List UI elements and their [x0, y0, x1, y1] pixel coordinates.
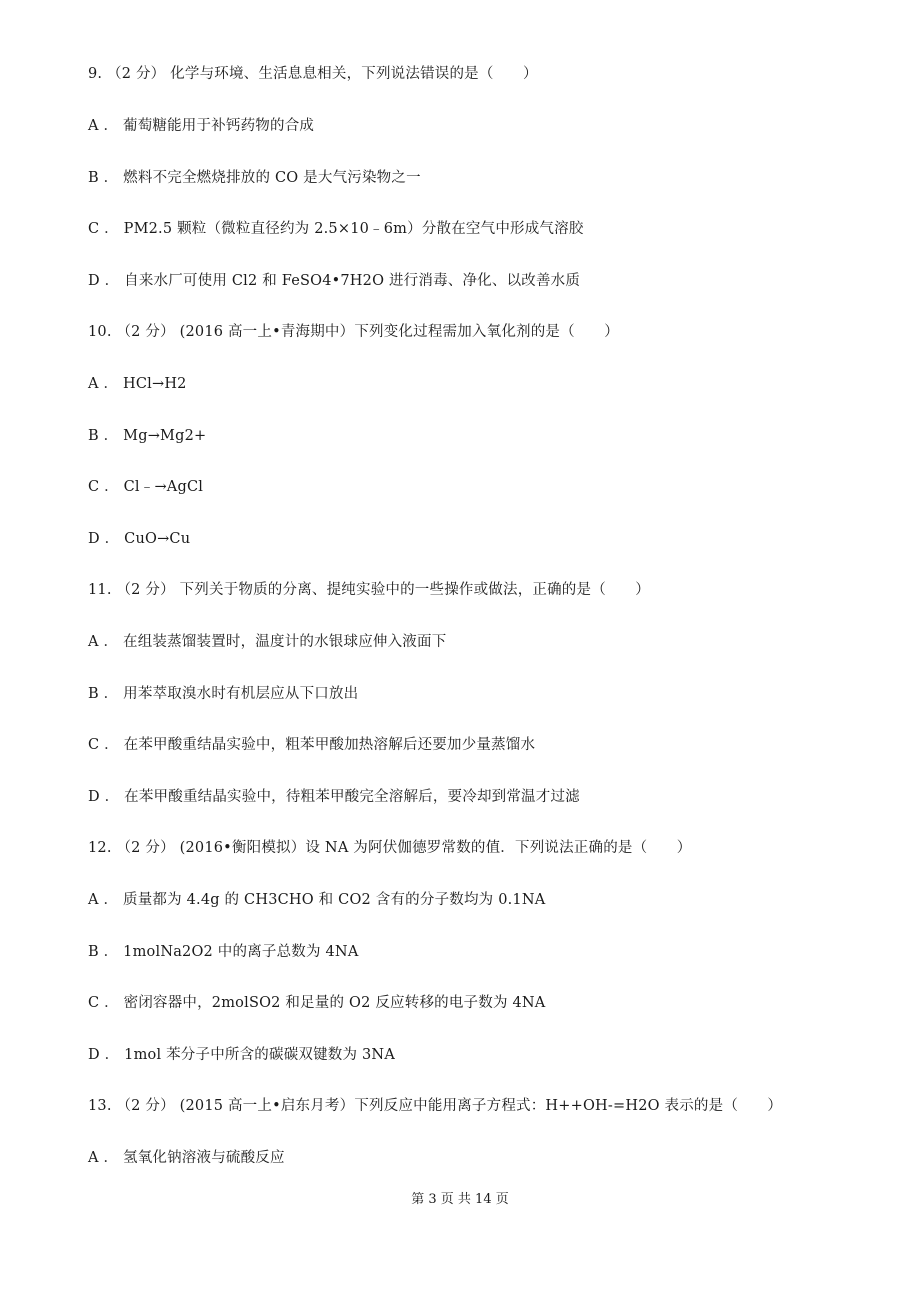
line-18: C ． 密闭容器中，2molSO2 和足量的 O2 反应转移的电子数为 4NA	[88, 995, 546, 1011]
line-16: A ． 质量都为 4.4g 的 CH3CHO 和 CO2 含有的分子数均为 0.1NA	[88, 892, 546, 908]
line-21: A ． 氢氧化钠溶液与硫酸反应	[88, 1150, 285, 1166]
line-13: C ． 在苯甲酸重结晶实验中，粗苯甲酸加热溶解后还要加少量蒸馏水	[88, 737, 536, 753]
line-17: B ． 1molNa2O2 中的离子总数为 4NA	[88, 944, 359, 960]
line-4: D ． 自来水厂可使用 Cl2 和 FeSO4•7H2O 进行消毒、净化、以改善水质	[88, 273, 581, 289]
line-5: 10. （2 分） (2016 高一上•青海期中）下列变化过程需加入氧化剂的是（ ）	[88, 324, 619, 340]
line-15: 12. （2 分） (2016•衡阳模拟）设 NA 为阿伏伽德罗常数的值．下列说法正确的是（ ）	[88, 840, 692, 856]
line-9: D ． CuO→Cu	[88, 531, 191, 547]
line-20: 13. （2 分） (2015 高一上•启东月考）下列反应中能用离子方程式：H++OH-=H2O 表示的是（ ）	[88, 1098, 783, 1114]
line-12: B ． 用苯萃取溴水时有机层应从下口放出	[88, 686, 359, 702]
line-8: C ． Cl﹣→AgCl	[88, 479, 204, 495]
line-14: D ． 在苯甲酸重结晶实验中，待粗苯甲酸完全溶解后，要冷却到常温才过滤	[88, 789, 580, 805]
line-10: 11. （2 分） 下列关于物质的分离、提纯实验中的一些操作或做法，正确的是（ ）	[88, 582, 651, 598]
line-0: 9. （2 分） 化学与环境、生活息息相关，下列说法错误的是（ ）	[88, 66, 538, 82]
line-6: A ． HCl→H2	[88, 376, 187, 392]
line-3: C ． PM2.5 颗粒（微粒直径约为 2.5×10﹣6m）分散在空气中形成气溶胶	[88, 221, 584, 237]
line-11: A ． 在组装蒸馏装置时，温度计的水银球应伸入液面下	[88, 634, 447, 650]
line-7: B ． Mg→Mg2+	[88, 428, 207, 444]
line-19: D ． 1mol 苯分子中所含的碳碳双键数为 3NA	[88, 1047, 395, 1063]
line-1: A ． 葡萄糖能用于补钙药物的合成	[88, 118, 315, 134]
line-2: B ． 燃料不完全燃烧排放的 CO 是大气污染物之一	[88, 170, 421, 186]
page-footer: 第 3 页 共 14 页	[411, 1192, 509, 1207]
